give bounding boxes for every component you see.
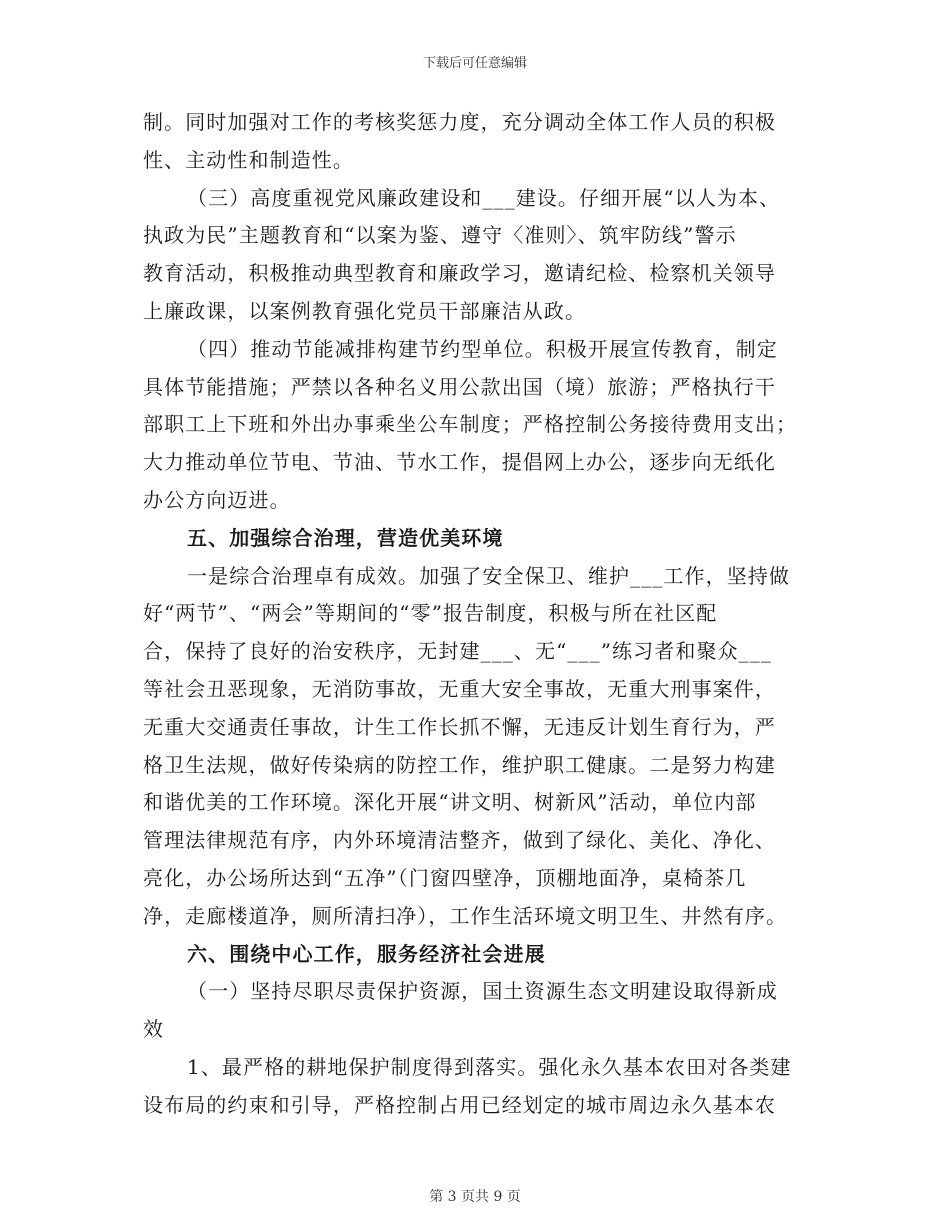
paragraph-start: （三）高度重视党风廉政建设和___建设。仔细开展“以人为本、 (187, 185, 781, 210)
text-line: 执政为民”主题教育和“以案为鉴、遵守〈准则〉、筑牢防线”警示 (143, 223, 737, 248)
paragraph-start: 一是综合治理卓有成效。加强了安全保卫、维护___工作，坚持做 (187, 563, 790, 588)
document-body (143, 104, 813, 1125)
page-footer: 第 3 页共 9 页 (429, 1189, 521, 1205)
text-line: 净，走廊楼道净，厕所清扫净），工作生活环境文明卫生、井然有序。 (143, 903, 788, 928)
text-line: 好“两节”、“两会”等期间的“零”报告制度，积极与所在社区配 (143, 601, 718, 626)
section-heading: 五、加强综合治理，营造优美环境 (187, 525, 504, 550)
text-line: 上廉政课，以案例教育强化党员干部廉洁从政。 (143, 298, 587, 323)
text-line: 效 (143, 1017, 165, 1042)
text-line: 办公方向迈进。 (143, 487, 291, 512)
text-line: 和谐优美的工作环境。深化开展“讲文明、树新风”活动，单位内部 (143, 790, 757, 815)
text-line: 无重大交通责任事故，计生工作长抓不懈，无违反计划生育行为，严 (143, 714, 776, 739)
text-line: 教育活动，积极推动典型教育和廉政学习，邀请纪检、检察机关领导 (143, 261, 776, 286)
paragraph-start: （一）坚持尽职尽责保护资源，国土资源生态文明建设取得新成 (187, 979, 778, 1004)
text-line: 制。同时加强对工作的考核奖惩力度，充分调动全体工作人员的积极 (143, 110, 776, 134)
text-line: 合，保持了良好的治安秩序，无封建___、无“___”练习者和聚众___ (143, 639, 772, 664)
text-line: 性、主动性和制造性。 (143, 147, 354, 172)
text-line: 管理法律规范有序，内外环境清洁整齐，做到了绿化、美化、净化、 (143, 828, 776, 853)
page-header: 下载后可任意编辑 (422, 56, 527, 71)
text-line: 部职工上下班和外出办事乘坐公车制度；严格控制公务接待费用支出； (143, 412, 798, 437)
text-line: 等社会丑恶现象，无消防事故，无重大安全事故，无重大刑事案件， (143, 676, 776, 701)
text-line: 大力推动单位节电、节油、节水工作，提倡网上办公，逐步向无纸化 (143, 450, 776, 475)
text-line: 格卫生法规，做好传染病的防控工作，维护职工健康。二是努力构建 (143, 752, 776, 777)
text-line: 具体节能措施；严禁以各种名义用公款出国（境）旅游；严格执行干 (143, 374, 776, 399)
paragraph-start: （四）推动节能减排构建节约型单位。积极开展宣传教育，制定 (187, 336, 778, 361)
paragraph-start: 1、最严格的耕地保护制度得到落实。强化永久基本农田对各类建 (187, 1054, 792, 1079)
section-heading: 六、围绕中心工作，服务经济社会进展 (187, 941, 546, 966)
text-line: 亮化，办公场所达到“五净”（门窗四壁净，顶棚地面净，桌椅茶几 (143, 865, 747, 890)
text-line: 设布局的约束和引导，严格控制占用已经划定的城市周边永久基本农 (143, 1092, 776, 1117)
